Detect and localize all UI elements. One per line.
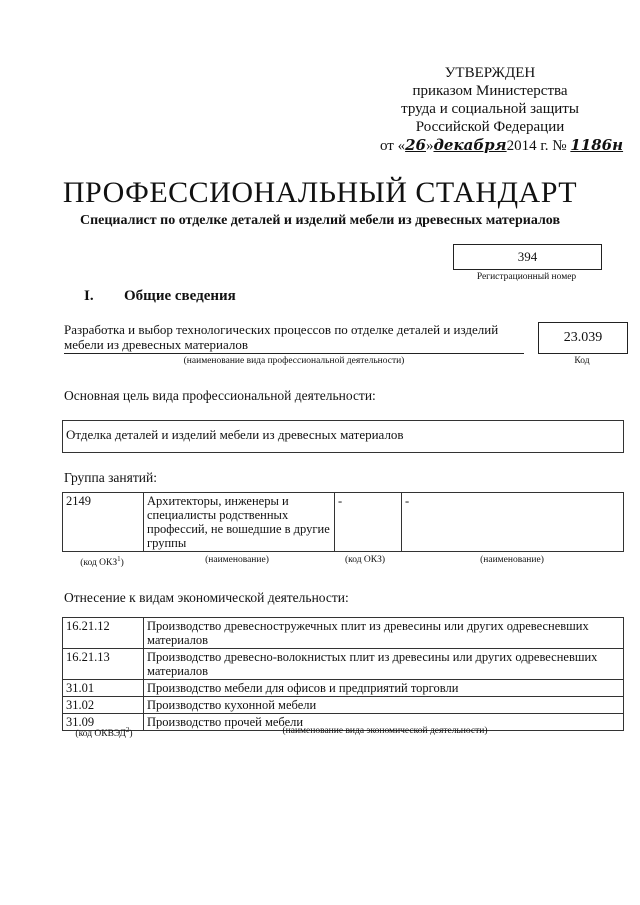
okved-name-cell: Производство прочей мебели [144,714,624,731]
approval-title: УТВЕРЖДЕН [444,65,536,81]
document-title: ПРОФЕССИОНАЛЬНЫЙ СТАНДАРТ [62,176,578,209]
okz-code-cell-2: - [335,493,402,552]
okz-code-caption [64,555,140,568]
occupations-table [62,492,624,552]
okved-name-cell: Производство мебели для офисов и предприятий торговли [144,680,624,697]
activity-code-box [538,322,628,354]
caption-text: ) [120,558,124,569]
okved-name-cell: Производство кухонной мебели [144,697,624,714]
registration-number-box [453,244,602,270]
code-caption: Код [574,356,590,366]
table-row [63,680,624,697]
handwritten-order-number: 1186н [570,136,624,154]
okz-name-cell: Архитекторы, инженеры и специалисты родственных профессий, не вошедшие в другие группы [144,493,335,552]
approval-block [380,64,624,155]
okved-code-cell: 31.09 [63,714,144,731]
date-year: 2014 г. № [506,138,567,154]
approval-line: приказом Министерства [412,83,568,99]
okz-name-caption: (наименование) [205,555,269,565]
handwritten-day: 26 [405,136,426,154]
okved-name-cell: Производство древесностружечных плит из древесины или других одревесневших материалов [144,618,624,649]
caption-text: (код ОКВЭД [75,729,126,740]
okved-code-caption [64,726,144,739]
activity-underline [64,353,524,354]
caption-text: ) [129,729,133,740]
section-numeral: I. [84,288,94,304]
footnote-mark: 2 [125,726,130,734]
table-row [63,697,624,714]
activity-code: 23.039 [563,330,603,345]
date-prefix: от « [380,138,406,154]
okved-name-caption: (наименование вида экономической деятельности) [282,726,488,736]
activity-name-line: мебели из древесных материалов [64,337,248,352]
okved-name-cell: Производство древесно-волокнистых плит из древесины или других одревесневших материалов [144,649,624,680]
date-quote: » [425,138,434,154]
footnote-mark: 1 [117,555,121,563]
table-row [63,493,624,552]
goal-box [62,420,624,453]
okz-code-caption-2: (код ОКЗ) [344,555,386,565]
approval-date [380,136,624,155]
table-row [63,618,624,649]
goal-label: Основная цель вида профессиональной деятельности: [64,388,376,403]
economic-table [62,617,624,731]
okz-name-cell-2: - [402,493,624,552]
okz-name-caption-2: (наименование) [480,555,544,565]
okved-code-cell: 16.21.13 [63,649,144,680]
registration-label: Регистрационный номер [476,272,577,282]
activity-name [64,322,524,352]
okved-code-cell: 31.01 [63,680,144,697]
registration-number: 394 [517,249,538,264]
okved-code-cell: 16.21.12 [63,618,144,649]
handwritten-month: декабря [433,136,507,154]
goal-text: Отделка деталей и изделий мебели из древесных материалов [66,427,404,442]
activity-name-line: Разработка и выбор технологических процессов по отделке деталей и изделий [64,322,499,337]
approval-line: Российской Федерации [415,119,565,135]
caption-text: (код ОКЗ [80,558,118,569]
approval-line: труда и социальной защиты [401,101,579,117]
economic-label: Отнесение к видам экономической деятельности: [64,590,349,605]
activity-caption: (наименование вида профессиональной деятельности) [183,356,405,366]
occupations-label: Группа занятий: [64,470,157,485]
section-heading: Общие сведения [124,288,236,304]
okved-code-cell: 31.02 [63,697,144,714]
table-row [63,649,624,680]
document-subtitle: Специалист по отделке деталей и изделий мебели из древесных материалов [79,213,561,228]
okz-code-cell: 2149 [63,493,144,552]
